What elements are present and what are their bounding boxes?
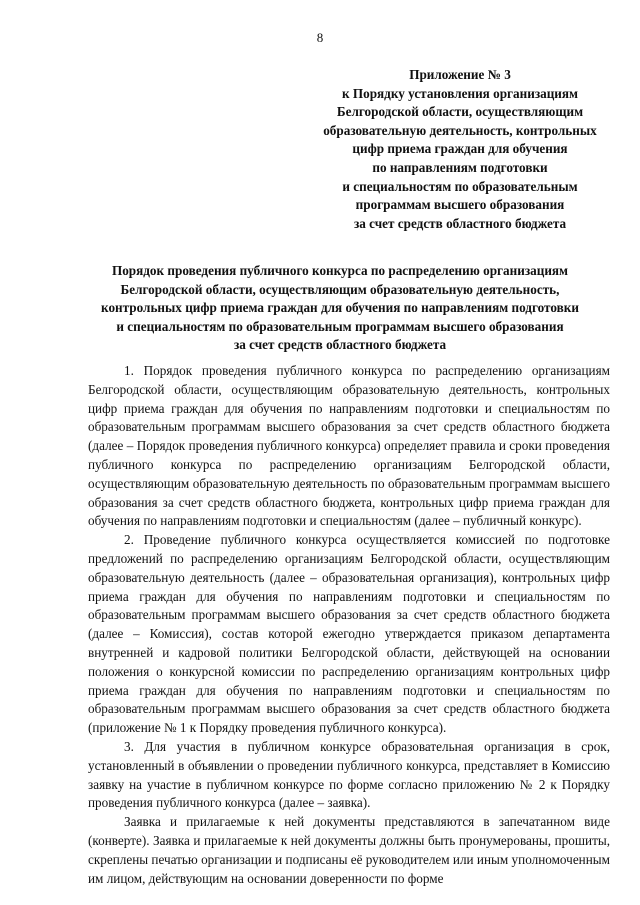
appendix-line: за счет средств областного бюджета [353,215,567,231]
appendix-line: цифр приема граждан для обучения [352,141,568,157]
document-body [88,362,610,888]
appendix-line: и специальностям по образовательным [342,178,578,194]
page-number: 8 [316,30,324,45]
title-line: контрольных цифр приема граждан для обучения по направлениям подготовки [101,300,579,316]
appendix-line: к Порядку установления организациям [341,85,579,101]
paragraph-2: 2. Проведение публичного конкурса осуществляется комиссией по подготовке предложений по распределению организациям Белгородской области, осуществляющим образовательную деятельность (далее – образовательная организация), контрольных цифр приема граждан для обучения по направлениям подготовки и специальностям по образовательным программам высшего образования за счет средств областного бюджета (далее – Комиссия), состав которой ежегодно утверждается приказом департамента внутренней и кадровой политики Белгородской области, действующей на основании положения о конкурсной комиссии по распределению организациям контрольных цифр приема граждан для обучения по направлениям подготовки и специальностям по образовательным программам высшего образования за счет средств областного бюджета (приложение № 1 к Порядку проведения публичного конкурса). [88,532,610,736]
title-line: Порядок проведения публичного конкурса по распределению организациям [111,263,569,278]
title-line: и специальностям по образовательным программам высшего образования [116,318,564,334]
paragraph-1: 1. Порядок проведения публичного конкурса по распределению организациям Белгородской области, осуществляющим образовательную деятельность, контрольных цифр приема граждан для обучения по направлениям подготовки и специальностям по образовательным программам высшего образования за счет средств областного бюджета (далее – Порядок проведения публичного конкурса) определяет правила и сроки проведения публичного конкурса по распределению организациям Белгородской области, осуществляющим образовательную деятельность по образовательным программам высшего образования за счет средств областного бюджета, контрольных цифр приема граждан для обучения по направлениям подготовки и специальностям (далее – публичный конкурс). [88,363,610,529]
appendix-line: Белгородской области, осуществляющим [336,104,584,120]
paragraph-4: Заявка и прилагаемые к ней документы представляются в запечатанном виде (конверте). Заявка и прилагаемые к ней документы должны быть пронумерованы, прошиты, скреплены печатью организации и подписаны её руководителем или иным уполномоченным им лицом, действующим на основании доверенности по форме [88,814,610,886]
appendix-line: образовательную деятельность, контрольных [323,122,597,138]
title-line: Белгородской области, осуществляющим образовательную деятельность, [120,281,560,297]
title-line: за счет средств областного бюджета [233,337,447,353]
appendix-line: по направлениям подготовки [372,159,548,175]
appendix-line: программам высшего образования [355,197,565,213]
appendix-header [280,66,640,233]
paragraph-3: 3. Для участия в публичном конкурсе образовательная организация в срок, установленный в объявлении о проведении публичного конкурса, представляет в Комиссию заявку на участие в публичном конкурсе по форме согласно приложению № 2 к Порядку проведения публичного конкурса (далее – заявка). [88,738,610,811]
appendix-line: Приложение № 3 [409,67,511,82]
document-title [40,262,640,355]
